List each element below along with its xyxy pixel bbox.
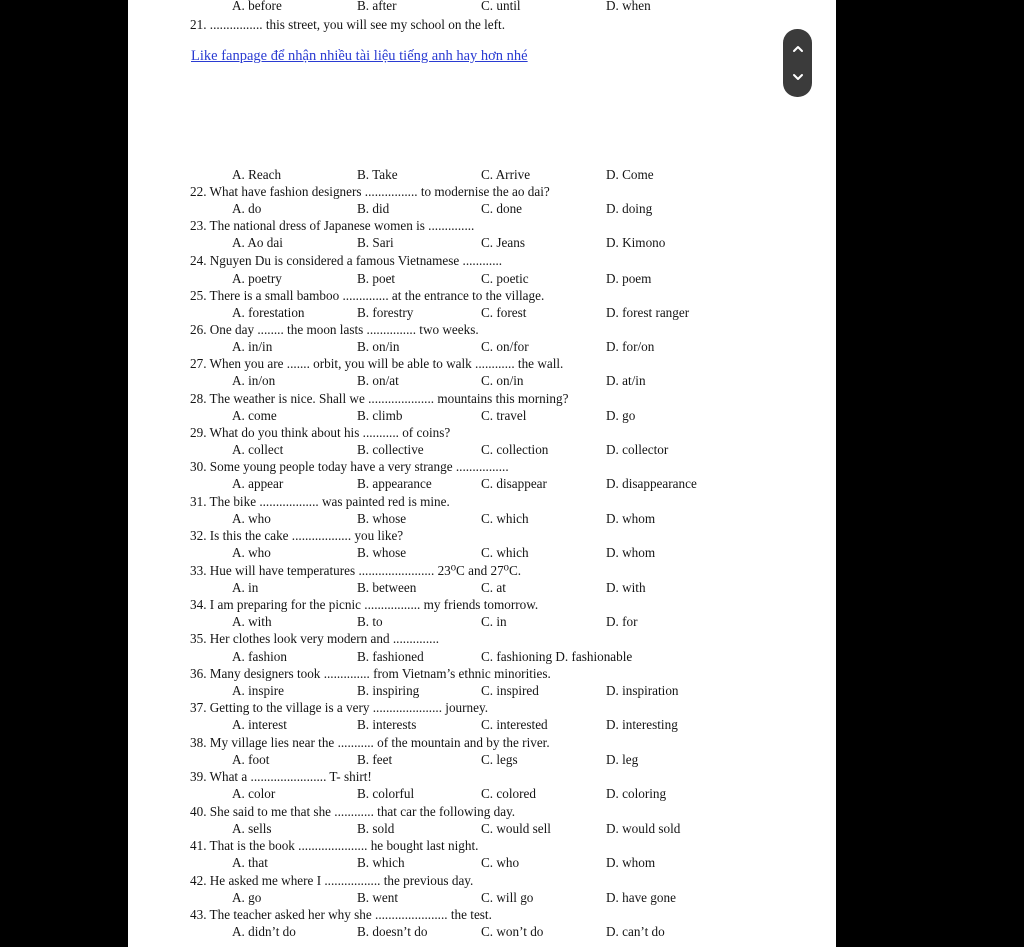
option-d: D. whom [606,855,656,870]
option-a: A. come [232,408,277,423]
question-text: 27. When you are ....... orbit, you will be able to walk ............ the wall. [190,356,564,371]
question-33 [128,562,836,579]
question-text: 35. Her clothes look very modern and .............. [190,631,440,646]
options-row [128,854,836,871]
option-b: B. feet [357,752,393,767]
option-a: A. who [232,545,271,560]
option-d: D. for [606,614,638,629]
option-a: A. color [232,786,276,801]
option-a: A. do [232,201,262,216]
option-c: C. in [481,614,507,629]
question-35 [128,630,836,647]
option-d: D. when [606,0,651,13]
options-row [128,304,836,321]
options-row [128,510,836,527]
options-row [128,613,836,630]
question-41 [128,837,836,854]
option-d: D. at/in [606,373,646,388]
options-row [128,544,836,561]
option-b: B. Sari [357,235,394,250]
option-b: B. on/in [357,339,400,354]
option-a: A. sells [232,821,272,836]
question-text: 25. There is a small bamboo .............. at the entrance to the village. [190,288,545,303]
option-d: D. Come [606,167,654,182]
option-d: D. inspiration [606,683,679,698]
question-24 [128,252,836,269]
option-a: A. interest [232,717,287,732]
option-c: C. on/for [481,339,529,354]
option-c: C. disappear [481,476,547,491]
option-c: C. which [481,545,529,560]
question-text: 39. What a ....................... T- shirt! [190,769,372,784]
option-a: A. foot [232,752,270,767]
options-row [128,338,836,355]
option-c: C. will go [481,890,534,905]
option-a: A. go [232,890,262,905]
option-b: B. colorful [357,786,415,801]
options-row [128,682,836,699]
options-row [128,407,836,424]
question-27 [128,355,836,372]
question-text: 38. My village lies near the ........... of the mountain and by the river. [190,735,550,750]
option-c: C. won’t do [481,924,544,939]
question-text: 30. Some young people today have a very strange ................ [190,459,509,474]
option-c: C. Arrive [481,167,531,182]
option-b: B. collective [357,442,424,457]
question-text: 40. She said to me that she ............ that car the following day. [190,804,516,819]
question-29 [128,424,836,441]
option-c: C. done [481,201,523,216]
question-21 [128,16,836,33]
question-text: 28. The weather is nice. Shall we .................... mountains this morning? [190,391,569,406]
option-c: C. colored [481,786,536,801]
option-c: C. forest [481,305,527,320]
option-c: C. poetic [481,271,529,286]
question-37 [128,699,836,716]
option-d: D. whom [606,545,656,560]
option-d: D. would sold [606,821,681,836]
question-text: 29. What do you think about his ........... of coins? [190,425,451,440]
question-36 [128,665,836,682]
option-d: D. coloring [606,786,667,801]
question-32 [128,527,836,544]
option-c: C. legs [481,752,518,767]
question-39 [128,768,836,785]
question-23 [128,217,836,234]
option-a: A. in/in [232,339,273,354]
option-c: C. which [481,511,529,526]
option-d: D. collector [606,442,669,457]
option-a: A. forestation [232,305,305,320]
question-43 [128,906,836,923]
options-row [128,372,836,389]
document-page [128,0,836,947]
option-b: B. sold [357,821,395,836]
question-26 [128,321,836,338]
option-b: B. between [357,580,417,595]
option-b: B. forestry [357,305,414,320]
question-text: 23. The national dress of Japanese women is .............. [190,218,475,233]
option-a: A. fashion [232,649,287,664]
option-d: D. have gone [606,890,676,905]
options-row [128,785,836,802]
question-text: 36. Many designers took .............. from Vietnam’s ethnic minorities. [190,666,551,681]
option-c: C. travel [481,408,527,423]
question-text: 42. He asked me where I ................. the previous day. [190,873,474,888]
page-scroll-control [783,29,812,97]
option-b: B. which [357,855,405,870]
option-a: A. inspire [232,683,285,698]
top-options-row [128,0,836,14]
option-b: B. whose [357,545,407,560]
option-a: A. that [232,855,268,870]
option-c: C. who [481,855,520,870]
question-40 [128,803,836,820]
question-25 [128,287,836,304]
question-text: 31. The bike .................. was painted red is mine. [190,494,450,509]
question-text: 26. One day ........ the moon lasts ............... two weeks. [190,322,479,337]
option-c: C. would sell [481,821,551,836]
question-text: 22. What have fashion designers ................ to modernise the ao dai? [190,184,550,199]
option-b: B. climb [357,408,403,423]
option-a: A. Reach [232,167,282,182]
options-row [128,820,836,837]
option-d: D. doing [606,201,653,216]
options-row [128,475,836,492]
option-b: B. doesn’t do [357,924,428,939]
question-31 [128,493,836,510]
option-b: B. fashioned [357,649,424,664]
options-row [128,166,836,183]
option-c: C. Jeans [481,235,525,250]
options-row [128,270,836,287]
option-d: D. for/on [606,339,655,354]
option-d: D. interesting [606,717,678,732]
option-b: B. whose [357,511,407,526]
options-row [128,889,836,906]
option-d: D. poem [606,271,652,286]
option-b: B. went [357,890,399,905]
options-row [128,234,836,251]
option-a: A. with [232,614,272,629]
option-b: B. Take [357,167,398,182]
options-row [128,716,836,733]
question-42 [128,872,836,889]
question-28 [128,390,836,407]
question-text: 32. Is this the cake .................. you like? [190,528,404,543]
option-c: C. until [481,0,521,13]
chevron-down-icon [792,71,804,83]
option-c: C. at [481,580,506,595]
question-text: 43. The teacher asked her why she ...................... the test. [190,907,492,922]
option-a: A. in [232,580,259,595]
option-d: D. Kimono [606,235,666,250]
question-text: 41. That is the book ..................... he bought last night. [190,838,479,853]
question-38 [128,734,836,751]
option-c: C. fashioning D. fashionable [481,649,633,664]
question-text: 34. I am preparing for the picnic ................. my friends tomorrow. [190,597,539,612]
option-b: B. after [357,0,397,13]
option-b: B. interests [357,717,417,732]
options-row [128,923,836,940]
option-b: B. appearance [357,476,432,491]
question-text: 37. Getting to the village is a very ..................... journey. [190,700,489,715]
options-row [128,579,836,596]
options-row [128,648,836,665]
option-d: D. forest ranger [606,305,690,320]
option-c: C. interested [481,717,548,732]
question-text: 24. Nguyen Du is considered a famous Vietnamese ............ [190,253,503,268]
option-a: A. didn’t do [232,924,296,939]
question-22 [128,183,836,200]
option-c: C. on/in [481,373,524,388]
option-a: A. before [232,0,282,13]
option-a: A. Ao dai [232,235,283,250]
option-d: D. with [606,580,646,595]
option-a: A. collect [232,442,284,457]
scroll-down-button[interactable] [783,61,812,93]
option-a: A. in/on [232,373,276,388]
question-34 [128,596,836,613]
chevron-up-icon [792,43,804,55]
option-d: D. go [606,408,636,423]
question-text: 33. Hue will have temperatures ....................... 23⁰C and 27⁰C. [190,563,522,578]
option-c: C. inspired [481,683,539,698]
question-30 [128,458,836,475]
option-d: D. can’t do [606,924,665,939]
options-row [128,751,836,768]
options-row [128,441,836,458]
question-text: 21. ................ this street, you will see my school on the left. [190,17,505,32]
option-b: B. poet [357,271,396,286]
option-c: C. collection [481,442,549,457]
option-b: B. did [357,201,390,216]
option-d: D. disappearance [606,476,697,491]
option-a: A. who [232,511,271,526]
fanpage-link[interactable]: Like fanpage để nhận nhiều tài liệu tiếng anh hay hơn nhé [191,48,528,64]
option-b: B. to [357,614,383,629]
option-d: D. leg [606,752,639,767]
option-a: A. poetry [232,271,282,286]
option-a: A. appear [232,476,284,491]
options-row [128,200,836,217]
option-b: B. on/at [357,373,399,388]
option-b: B. inspiring [357,683,420,698]
option-d: D. whom [606,511,656,526]
